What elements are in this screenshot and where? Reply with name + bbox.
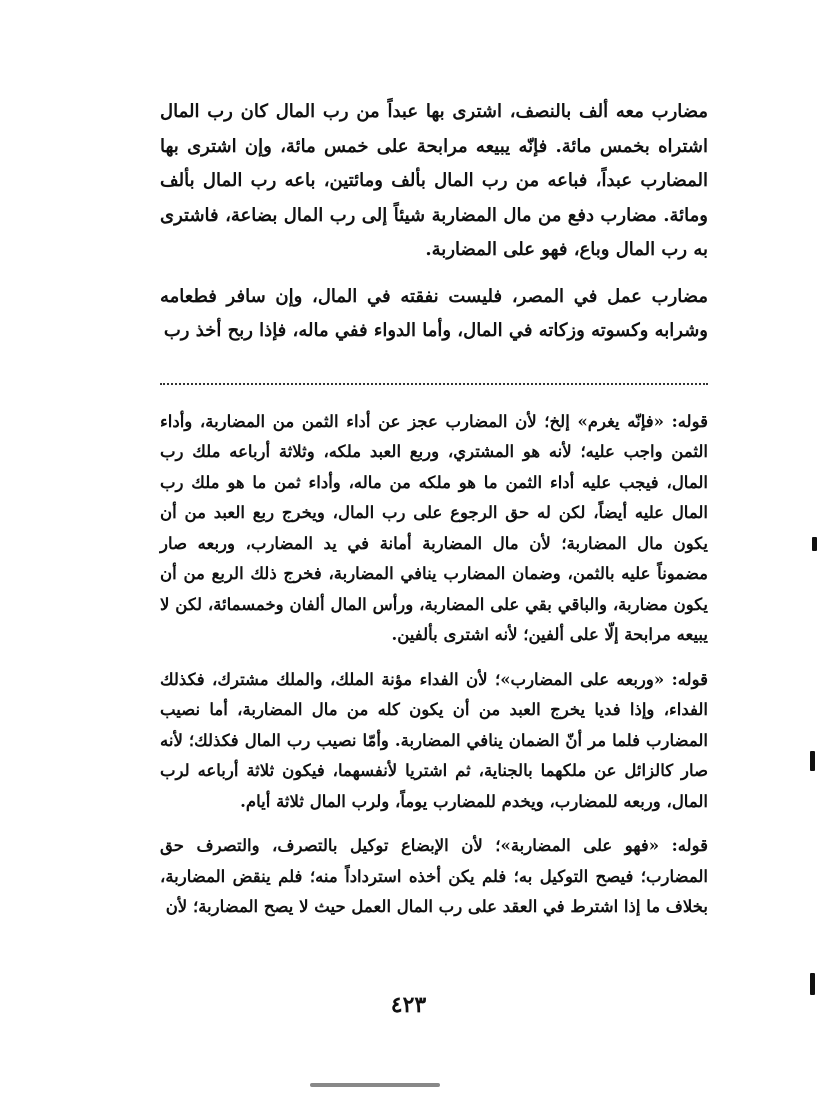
main-paragraph-1: مضارب معه ألف بالنصف، اشترى بها عبداً من رب المال كان رب المال اشتراه بخمس مائة. فإنّه يبيعه مرابحة على خمس مائة، وإن اشترى بها المضارب عبداً، فباعه من رب المال بألف ومائتين، باعه رب المال بألف ومائة. مضارب دفع من مال المضاربة شيئاً إلى رب المال بضاعة، فاشترى به رب المال وباع، فهو على المضاربة. — [160, 101, 708, 260]
footnote-divider — [160, 383, 708, 385]
page-number: ٤٢٣ — [390, 992, 427, 1018]
commentary-paragraph-3: قوله: «فهو على المضاربة»؛ لأن الإبضاع توكيل بالتصرف، والتصرف حق المضارب؛ فيصح التوكيل به؛ فلم يكن أخذه استرداداً منه؛ فلم ينقض المضاربة، بخلاف ما إذا اشترط في العقد على رب المال العمل حيث لا يصح المضاربة؛ لأن — [160, 836, 708, 916]
edge-mark-middle — [810, 751, 815, 771]
commentary-paragraph-2: قوله: «وربعه على المضارب»؛ لأن الفداء مؤنة الملك، والملك مشترك، فكذلك الفداء، وإذا فديا يخرج العبد من أن يكون كله من مال المضاربة، أما نصيب المضارب فلما مر أنّ الضمان ينافي المضاربة. وأمّا نصيب رب المال فكذلك؛ لأنه صار كالزائل عن ملكهما بالجناية، ثم اشتريا لأنفسهما، فيكون ثلاثة أرباعه لرب المال، وربعه للمضارب، ويخدم للمضارب يوماً، ولرب المال ثلاثة أيام. — [160, 669, 708, 811]
main-paragraph-2: مضارب عمل في المصر، فليست نفقته في المال، وإن سافر فطعامه وشرابه وكسوته وزكاته في المال، وأما الدواء ففي ماله، فإذا ربح أخذ رب — [160, 285, 708, 341]
main-text — [160, 95, 708, 349]
commentary-paragraph-1: قوله: «فإنّه يغرم» إلخ؛ لأن المضارب عجز عن أداء الثمن من المضاربة، وأداء الثمن واجب عليه؛ لأنه هو المشتري، وربع العبد ملكه، وثلاثة أرباعه ملك رب المال، فيجب عليه أداء الثمن ما هو ملكه من ماله، وأداء ثمن ما هو ملك رب المال عليه أيضاً، لكن له حق الرجوع على رب المال، ويخرج ربع العبد من أن يكون مال المضاربة؛ لأن مال المضاربة أمانة في يد المضارب، وربعه صار مضموناً عليه بالثمن، وضمان المضارب ينافي المضاربة، فخرج ذلك الربع من أن يكون مضاربة، والباقي بقي على المضاربة، ورأس المال ألفان وخمسمائة، لكن لا يبيعه مرابحة إلّا على ألفين؛ لأنه اشترى بألفين. — [160, 411, 708, 644]
edge-mark-bottom — [810, 973, 815, 995]
commentary-text — [160, 407, 708, 923]
scan-artifact-line — [310, 1083, 440, 1087]
page-body — [160, 95, 708, 937]
edge-mark-top — [812, 537, 817, 551]
